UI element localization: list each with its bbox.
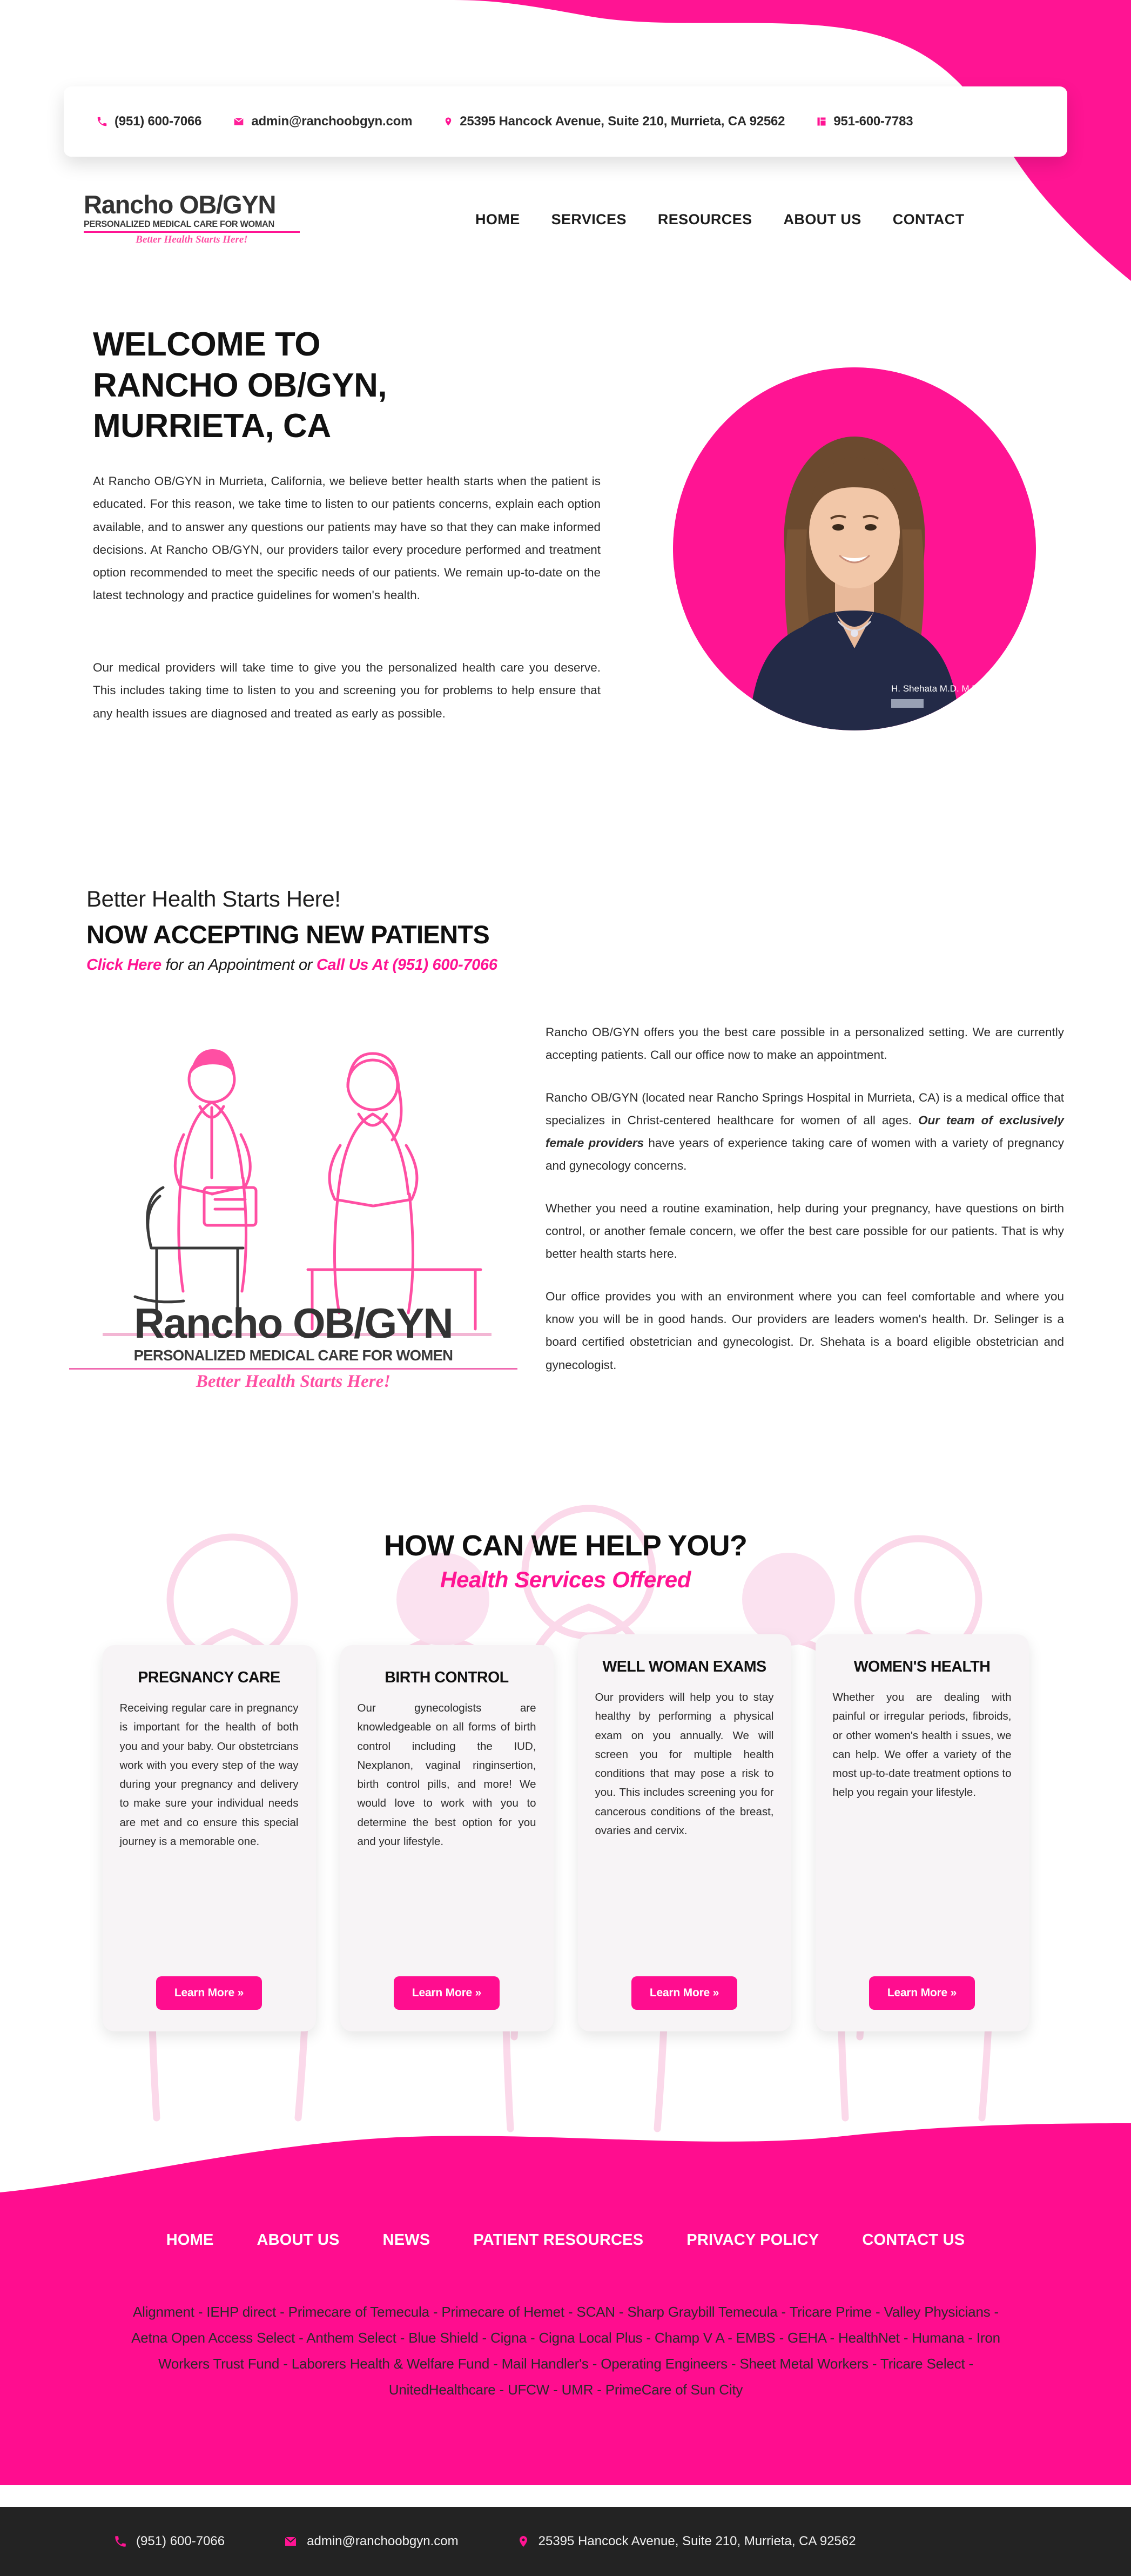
contact-address[interactable] <box>443 114 785 129</box>
card-body: Our providers will help you to stay healthy by performing a physical exam on you annually. We will screen you for multiple health conditions that may pose a risk to you. This includes screening you for cancerous conditions of the breast, ovaries and cervix. <box>595 1691 774 1837</box>
doctor-portrait <box>673 367 1036 730</box>
footer-navigation <box>0 2231 1131 2249</box>
footer-nav-home[interactable]: HOME <box>166 2231 214 2249</box>
phone-icon <box>96 116 108 128</box>
mid-section-logo <box>69 1299 517 1392</box>
mid-p2-part-a: Rancho OB/GYN (located near Rancho Springs Hospital in Murrieta, CA) is a medical office that specializes in Christ-centered healthcare for women of all ages. <box>546 1090 1064 1127</box>
click-here-link[interactable]: Click Here <box>86 956 161 974</box>
mid-logo-tagline: Better Health Starts Here! <box>196 1372 391 1391</box>
contact-address-text: 25395 Hancock Avenue, Suite 210, Murrieta, CA 92562 <box>460 114 785 129</box>
nav-item-resources[interactable]: RESOURCES <box>657 211 752 227</box>
contact-fax-text: 951-600-7783 <box>833 114 913 129</box>
footer-nav-about-us[interactable]: ABOUT US <box>257 2231 340 2249</box>
card-body: Receiving regular care in pregnancy is important for the health of both you and your baby. Our obstetrcians work with you every step of the way during your pregnancy and delivery to make sure your individual needs are met and co ensure this special journey is a memorable one. <box>119 1702 299 1848</box>
site-logo[interactable] <box>84 192 300 246</box>
map-pin-icon <box>443 115 453 128</box>
accepted-insurance-list: Alignment - IEHP direct - Primecare of Temecula - Primecare of Hemet - SCAN - Sharp Graybill Temecula - Tricare Prime - Valley Physicians - Aetna Open Access Select - Anthem Select - Blue Shield - Cigna - Cigna Local Plus - Champ V A - EMBS - GEHA - HealthNet - Humana - Iron Workers Trust Fund - Laborers Health & Welfare Fund - Mail Handler's - Operating Engineers - Sheet Metal Workers - Tricare Select - UnitedHealthcare - UFCW - UMR - PrimeCare of Sun City <box>131 2304 1000 2398</box>
logo-main-text: Rancho OB/GYN <box>84 190 276 219</box>
footer-nav-news[interactable]: NEWS <box>382 2231 430 2249</box>
nav-item-about-us[interactable]: ABOUT US <box>783 211 861 227</box>
bottom-email-text: admin@ranchoobgyn.com <box>307 2534 459 2548</box>
site-header <box>0 192 1131 262</box>
accepting-cta-mid: for an Appointment or <box>161 956 317 974</box>
mid-paragraph-1: Rancho OB/GYN offers you the best care possible in a personalized setting. We are currently accepting patients. Call our office now to make an appointment. <box>546 1025 1064 1062</box>
hero-title: WELCOME TO RANCHO OB/GYN, MURRIETA, CA <box>93 326 387 445</box>
card-body: Our gynecologists are knowledgeable on all forms of birth control including the IUD, Nexplanon, vaginal ringinsertion, birth control pills, and more! We would love to work with you to determine the best option for you and your lifestyle. <box>357 1702 536 1848</box>
contact-phone[interactable] <box>96 114 201 129</box>
accepting-heading: NOW ACCEPTING NEW PATIENTS <box>86 920 489 949</box>
services-heading: HOW CAN WE HELP YOU? <box>383 1530 748 1562</box>
logo-sub-text: PERSONALIZED MEDICAL CARE FOR WOMAN <box>84 219 274 229</box>
contact-fax[interactable] <box>816 114 913 129</box>
card-body: Whether you are dealing with painful or irregular periods, fibroids, or other women's health i ssues, we can help. We offer a variety of the most up-to-date treatment options to help you regain your lifestyle. <box>832 1691 1012 1799</box>
footer-nav-contact-us[interactable]: CONTACT US <box>862 2231 965 2249</box>
learn-more-button[interactable]: Learn More » <box>869 1976 975 2010</box>
top-contact-bar <box>64 86 1067 157</box>
bottom-contact-bar <box>0 2507 1131 2576</box>
logo-tagline: Better Health Starts Here! <box>136 233 248 245</box>
mid-logo-divider <box>69 1368 517 1370</box>
service-card-birth-control[interactable] <box>340 1645 554 2031</box>
phone-icon <box>113 2534 127 2548</box>
svg-text:H. Shehata M.D. M.B.: H. Shehata M.D. M.B. <box>891 683 981 694</box>
footer-nav-privacy-policy[interactable]: PRIVACY POLICY <box>686 2231 819 2249</box>
mid-p2-part-c: have years of experience taking care of women with a variety of pregnancy and gynecology concerns. <box>546 1136 1065 1173</box>
accepting-cta-line <box>86 956 497 974</box>
service-card-well-woman-exams[interactable] <box>578 1634 791 2031</box>
learn-more-button[interactable]: Learn More » <box>631 1976 737 2010</box>
bottom-contact-phone[interactable] <box>113 2534 225 2549</box>
map-pin-icon <box>517 2533 530 2550</box>
nav-item-services[interactable]: SERVICES <box>551 211 627 227</box>
bottom-contact-address[interactable] <box>517 2533 856 2550</box>
service-card-womens-health[interactable] <box>816 1634 1029 2031</box>
nav-item-contact[interactable]: CONTACT <box>892 211 965 227</box>
mid-p2-emphasis: Our team of exclusively female providers <box>546 1113 1065 1150</box>
service-cards <box>0 1645 1131 2031</box>
nav-item-home[interactable]: HOME <box>475 211 520 227</box>
footer-nav-patient-resources[interactable]: PATIENT RESOURCES <box>473 2231 644 2249</box>
mid-right-copy <box>546 1021 1064 1396</box>
learn-more-button[interactable]: Learn More » <box>394 1976 500 2010</box>
mid-paragraph-2 <box>546 1086 1064 1178</box>
contact-phone-text: (951) 600-7066 <box>115 114 202 129</box>
services-heading-block <box>0 1529 1131 1593</box>
card-title: PREGNANCY CARE <box>138 1669 280 1686</box>
logo-divider <box>84 231 300 233</box>
bottom-contact-email[interactable] <box>283 2534 459 2549</box>
learn-more-button[interactable]: Learn More » <box>156 1976 262 2010</box>
mid-logo-main-text: Rancho OB/GYN <box>134 1299 453 1347</box>
services-subheading: Health Services Offered <box>440 1567 691 1592</box>
envelope-icon <box>233 116 245 127</box>
hero-paragraph-1: At Rancho OB/GYN in Murrieta, California, we believe better health starts when the patient is educated. For this reason, we take time to listen to our patients concerns, explain each option available, and to answer any questions our patients may have so that they can make informed decisions. At Rancho OB/GYN, our providers tailor every procedure performed and treatment option recommended to meet the specific needs of our patients. We remain up-to-date on the latest technology and practice guidelines for women's health. <box>93 474 601 602</box>
bottom-phone-text: (951) 600-7066 <box>136 2534 225 2548</box>
accepting-tagline: Better Health Starts Here! <box>86 886 341 911</box>
mid-paragraph-3: Whether you need a routine examination, help during your pregnancy, have questions on birth control, or another female concern, we offer the best care possible for our patients. That is why better health starts here. <box>546 1201 1064 1261</box>
contact-email[interactable] <box>233 114 412 129</box>
mid-paragraph-4: Our office provides you with an environment where you can feel comfortable and where you know you will be in good hands. Our providers are leaders women's health. Dr. Selinger is a board certified obstetrician and gynecologist. Dr. Shehata is a board eligible obstetrician and gynecologist. <box>546 1289 1064 1372</box>
card-title: WELL WOMAN EXAMS <box>602 1658 766 1675</box>
fax-icon <box>816 116 827 128</box>
hero-paragraph-2: Our medical providers will take time to give you the personalized health care you deserve. This includes taking time to listen to you and screening you for problems to help ensure that any health issues are diagnosed and treated as early as possible. <box>93 661 601 720</box>
card-title: BIRTH CONTROL <box>385 1669 509 1686</box>
card-title: WOMEN'S HEALTH <box>853 1658 991 1675</box>
mid-logo-sub-text: PERSONALIZED MEDICAL CARE FOR WOMEN <box>133 1347 453 1364</box>
accepting-cta-phone[interactable]: Call Us At (951) 600-7066 <box>316 956 497 974</box>
contact-email-text: admin@ranchoobgyn.com <box>251 114 413 129</box>
bottom-address-text: 25395 Hancock Avenue, Suite 210, Murrieta, CA 92562 <box>538 2534 856 2548</box>
service-card-pregnancy-care[interactable] <box>103 1645 316 2031</box>
main-navigation <box>475 211 965 228</box>
envelope-icon <box>283 2535 298 2548</box>
